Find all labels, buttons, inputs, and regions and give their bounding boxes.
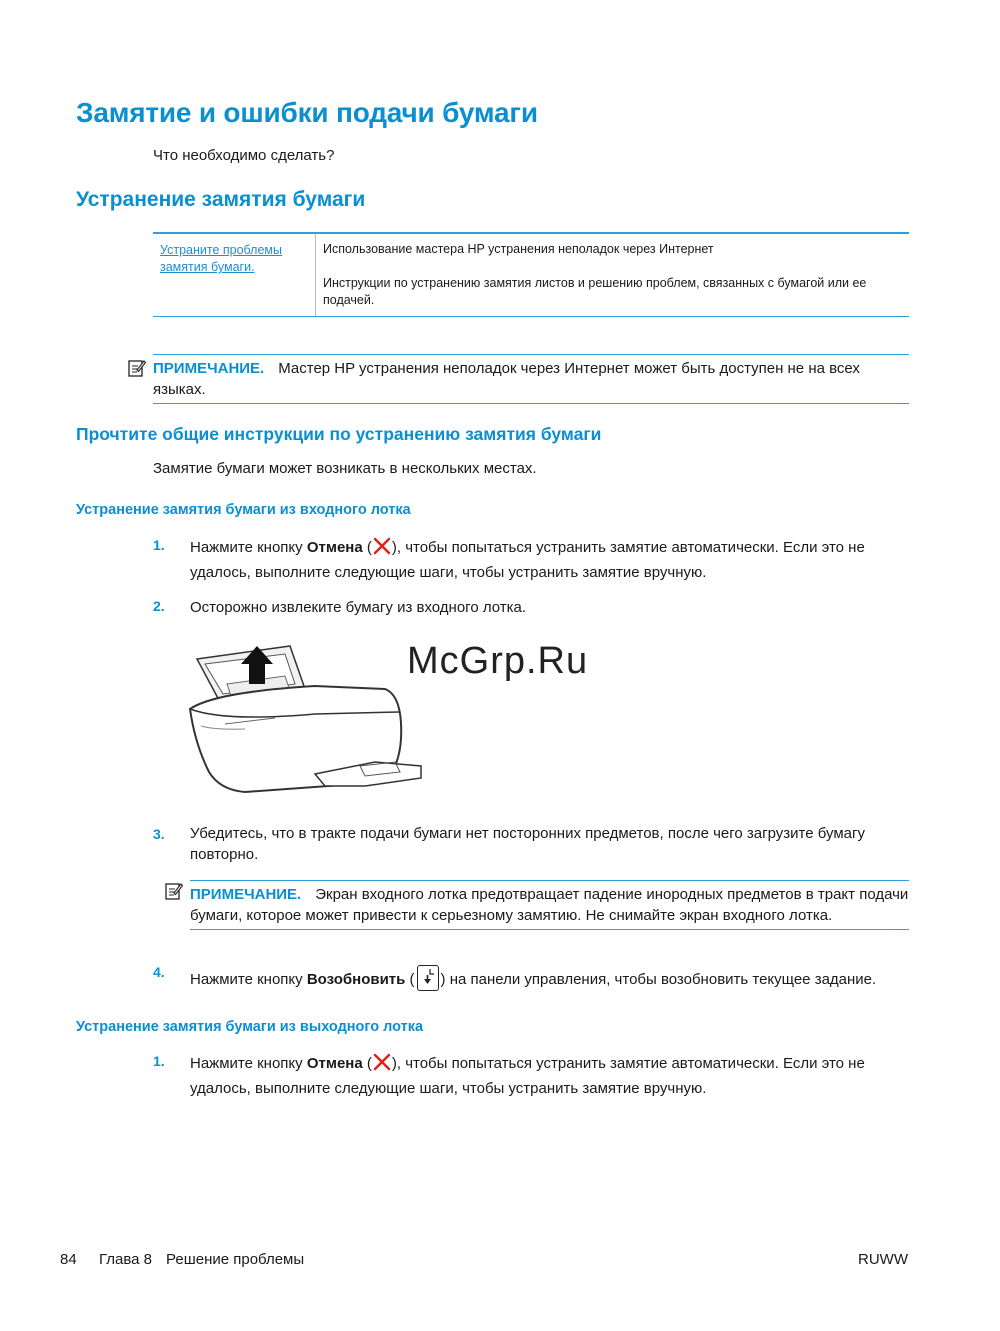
footer-chapter: Глава 8	[99, 1251, 153, 1268]
section-heading-paper-jam: Устранение замятия бумаги	[76, 188, 366, 211]
note-icon	[128, 359, 146, 377]
step-text: , чтобы попытаться устранить замятие автоматически. Если это не удалось, выполните следующие шаги, чтобы устранить замятие вручную.	[190, 1055, 865, 1097]
general-text: Замятие бумаги может возникать в нескольких местах.	[153, 460, 537, 477]
note-label: ПРИМЕЧАНИЕ.	[153, 360, 265, 377]
cancel-x-icon	[372, 536, 392, 556]
note-text: Экран входного лотка предотвращает падение инородных предметов в тракт подачи бумаги, которое может привести к серьезному замятию. Не снимайте экран входного лотка.	[190, 886, 909, 924]
step-1-text: Нажмите кнопку Отмена ( ), чтобы попытаться устранить замятие автоматически. Если это не удалось, выполните следующие шаги, чтобы устранить замятие вручную.	[190, 535, 905, 585]
footer-locale: RUWW	[858, 1251, 908, 1268]
output-step-1-text: Нажмите кнопку Отмена ( ), чтобы попытаться устранить замятие автоматически. Если это не удалось, выполните следующие шаги, чтобы устранить замятие вручную.	[190, 1051, 905, 1101]
table-line-1: Использование мастера HP устранения неполадок через Интернет	[323, 242, 714, 256]
resume-button-label: Возобновить	[306, 971, 406, 988]
printer-illustration	[185, 634, 425, 809]
footer-chapter-title: Решение проблемы	[166, 1251, 305, 1268]
step-text: Нажмите кнопку	[190, 1055, 307, 1072]
table-line-2: Инструкции по устранению замятия листов и решению проблем, связанных с бумагой или ее подачей.	[323, 276, 867, 307]
note-icon	[165, 882, 183, 900]
step-text: на панели управления, чтобы возобновить текущее задание.	[445, 971, 877, 988]
output-tray-heading: Устранение замятия бумаги из выходного лотка	[76, 1019, 424, 1035]
step-text: , чтобы попытаться устранить замятие автоматически. Если это не удалось, выполните следующие шаги, чтобы устранить замятие вручную.	[190, 539, 865, 581]
watermark: McGrp.Ru	[407, 640, 589, 682]
page-number: 84	[60, 1251, 77, 1268]
step-number: 1.	[153, 1053, 165, 1069]
step-number: 4.	[153, 964, 165, 980]
note-box-1	[153, 354, 909, 404]
note-label: ПРИМЕЧАНИЕ.	[190, 886, 302, 903]
section-heading-general: Прочтите общие инструкции по устранению замятия бумаги	[76, 424, 602, 444]
page-title: Замятие и ошибки подачи бумаги	[76, 97, 538, 128]
step-number: 2.	[153, 598, 165, 614]
cancel-button-label: Отмена	[306, 1055, 363, 1072]
input-tray-heading: Устранение замятия бумаги из входного лотка	[76, 502, 411, 518]
fix-paper-jam-link[interactable]: Устраните проблемы замятия бумаги.	[160, 243, 282, 274]
intro-text: Что необходимо сделать?	[153, 147, 335, 164]
note-text: Мастер HP устранения неполадок через Интернет может быть доступен не на всех языках.	[153, 360, 860, 398]
cancel-x-icon	[372, 1052, 392, 1072]
resume-icon	[417, 965, 439, 991]
note-box-2	[190, 880, 909, 930]
step-text: Нажмите кнопку	[190, 971, 307, 988]
troubleshoot-table	[153, 232, 909, 317]
step-number: 3.	[153, 826, 165, 842]
step-text: Нажмите кнопку	[190, 539, 307, 556]
table-divider	[315, 234, 316, 316]
step-number: 1.	[153, 537, 165, 553]
step-2-text: Осторожно извлеките бумагу из входного лотка.	[190, 599, 527, 616]
step-3-text: Убедитесь, что в тракте подачи бумаги нет посторонних предметов, после чего загрузите бумагу повторно.	[190, 825, 865, 863]
cancel-button-label: Отмена	[306, 539, 363, 556]
step-4-text: Нажмите кнопку Возобновить ( ) на панели управления, чтобы возобновить текущее задание.	[190, 965, 905, 992]
